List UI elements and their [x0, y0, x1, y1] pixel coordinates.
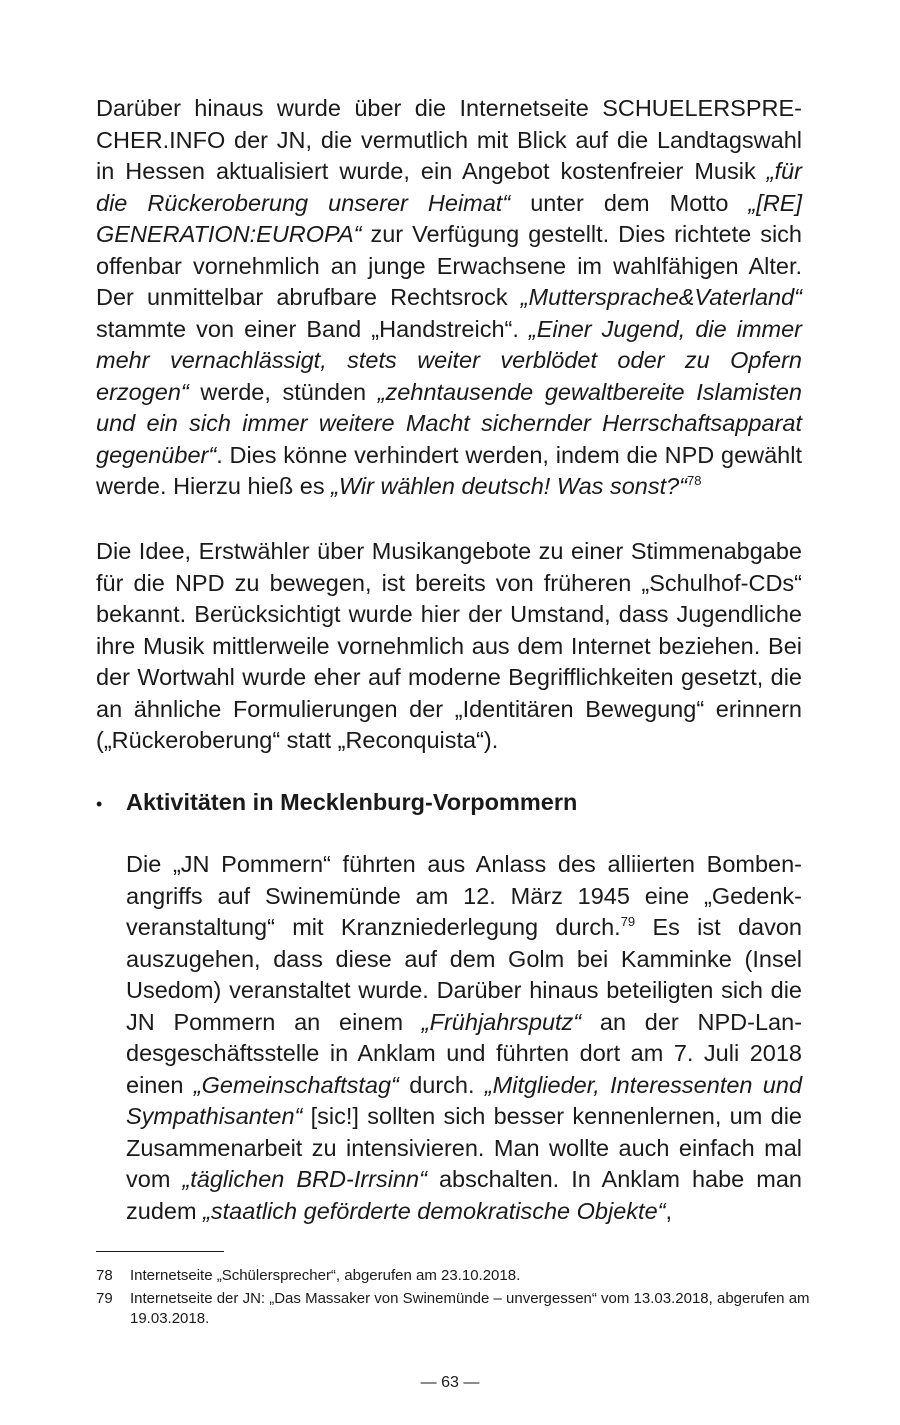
section-heading: [96, 787, 802, 821]
text-segment: durch.: [398, 1071, 485, 1098]
footnote-text: Internetseite der JN: „Das Massaker von Swinemünde – unvergessen“ vom 13.03.2018, abgerufen am 19.03.2018.: [130, 1290, 810, 1327]
quote: „Mitglieder, Interessenten und Sympathisanten“: [126, 1071, 803, 1129]
quote: „Frühjahrsputz“: [421, 1008, 582, 1035]
paragraph-schuelersprecher: [96, 93, 802, 503]
quote: „Einer Jugend, die immer mehr vernachlässigt, stets weiter verblödet oder zu Opfern erzogen“: [96, 315, 802, 405]
text-segment: Darüber hinaus wurde über die Internetseite SCHUELERSPRECHER.INFO der JN, die vermutlich mit Blick auf die Landtagswahl in Hessen aktualisiert wurde, ein Angebot kostenfreier Musik: [96, 95, 802, 184]
quote: „[RE] GENERATION:EUROPA“: [96, 189, 802, 247]
text-segment: ,: [665, 1197, 672, 1224]
page-number: — 63 —: [420, 1374, 480, 1391]
text-segment: Es ist davon auszugehen, dass diese auf dem Golm bei Kamminke (Insel Usedom) veranstaltet wurde. Darüber hinaus beteiligten sich die JN Pommern an einem: [126, 914, 802, 1035]
quote: „täglichen BRD-Irrsinn“: [182, 1166, 427, 1192]
text-segment: [sic!] sollten sich besser kennenlernen, um die Zusammenarbeit zu intensivieren. Man wollte auch einfach mal vom: [126, 1103, 802, 1192]
section-heading-text: Aktivitäten in Mecklenburg-Vorpommern: [126, 789, 578, 815]
quote: „Muttersprache&Vaterland“: [520, 284, 802, 310]
footnote-number: 79: [96, 1290, 113, 1307]
footnote-number: 78: [96, 1267, 113, 1284]
quote: „zehntausende gewaltbereite Islamisten und ein sich immer weitere Macht sichernder Herrschaftsapparat gegenüber“: [96, 378, 802, 468]
paragraph-erstwaehler: Die Idee, Erstwähler über Musikangebote zu einer Stimmenabgabe für die NPD zu bewegen, ist bereits von früheren „Schulhof-CDs“ bekannt. Berücksichtigt wurde hier der Umstand, dass Jugendliche ihre Musik mittlerweile vornehmlich aus dem Internet beziehen. Bei der Wortwahl wurde eher auf moderne Begrifflichkeiten gesetzt, die an ähnliche Formulierungen der „Identitären Bewegung“ erinnern („Rückeroberung“ statt „Reconquista“).: [96, 538, 802, 753]
text-segment: . Dies könne verhindert werden, indem die NPD gewählt werde. Hierzu hieß es: [96, 441, 802, 499]
text-segment: an der NPD-Landesgeschäftsstelle in Anklam und führten dort am 7. Juli 2018 einen: [126, 1008, 803, 1098]
text-segment: abschalten. In Anklam habe man zudem: [126, 1166, 802, 1224]
text-segment: Die „JN Pommern“ führten aus Anlass des alliierten Bombenangriffs auf Swinemünde am 12. März 1945 eine „Gedenkveranstaltung“ mit Kranzniederlegung durch.: [126, 851, 802, 940]
text-segment: unter dem Motto: [510, 189, 749, 216]
paragraph-jn-pommern: [126, 849, 802, 1227]
quote: „Gemeinschaftstag“: [193, 1071, 399, 1098]
text-segment: zur Verfügung gestellt. Dies richtete sich offenbar vornehmlich an junge Erwachsene im wahlfähigen Alter. Der unmittelbar abrufbare Rechtsrock: [96, 221, 802, 310]
footnote-reference-78[interactable]: 78: [687, 473, 702, 489]
footnote-divider: [96, 1251, 224, 1252]
footnote-text: Internetseite „Schülersprecher“, abgerufen am 23.10.2018.: [130, 1267, 521, 1284]
text-segment: werde, stünden: [188, 378, 378, 405]
footnote-reference-79[interactable]: 79: [620, 914, 636, 930]
bullet-icon: •: [96, 794, 103, 814]
text-segment: stammte von einer Band „Handstreich“.: [96, 315, 529, 342]
quote: „für die Rückeroberung unserer Heimat“: [96, 158, 802, 216]
quote: „Wir wählen deutsch! Was sonst?“: [331, 473, 688, 499]
quote: „staatlich geförderte demokratische Objekte“: [203, 1197, 666, 1224]
